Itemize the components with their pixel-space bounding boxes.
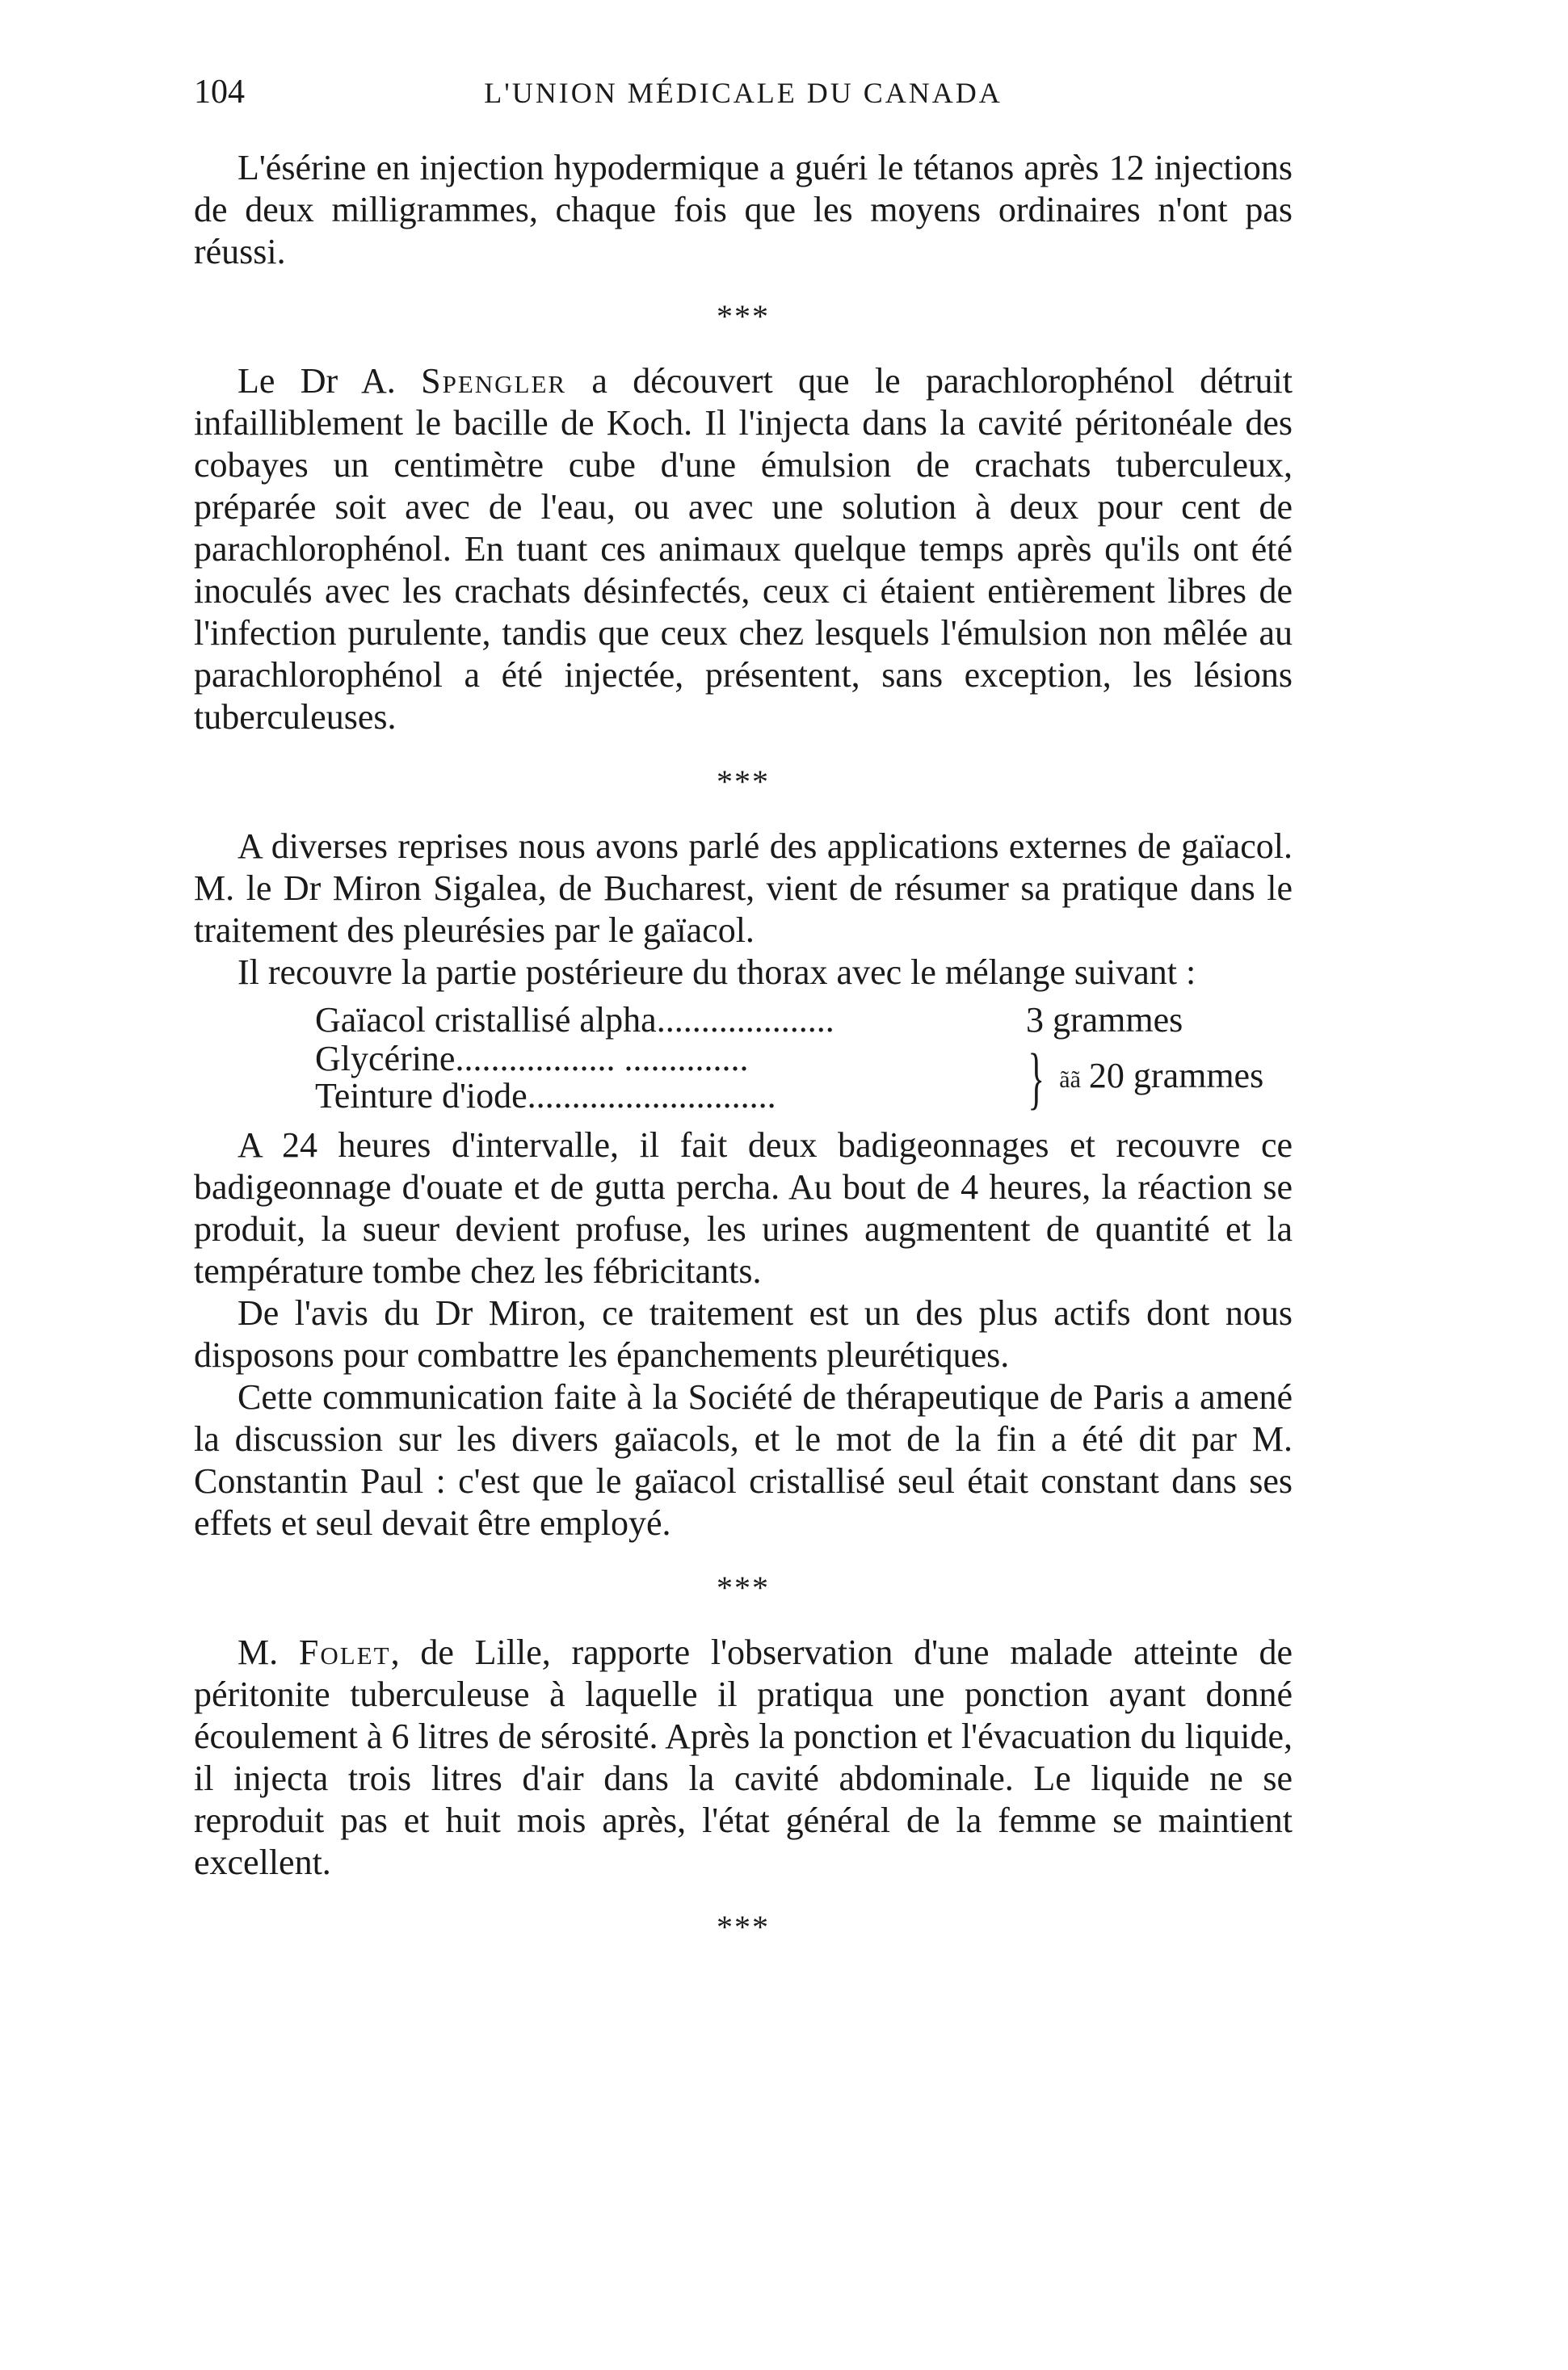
formula-line	[315, 1002, 1284, 1039]
paragraph-gaiacol-treatment: A 24 heures d'intervalle, il fait deux badigeonnages et recouvre ce badigeonnage d'ouate et de gutta percha. Au bout de 4 heures, la réaction se produit, la sueur devient profuse, les urines augmentent de quantité et la température tombe chez les fébricitants.	[194, 1125, 1293, 1291]
paragraph-gaiacol-discussion: Cette communication faite à la Société de thérapeutique de Paris a amené la discussion sur les divers gaïacols, et le mot de la fin a été dit par M. Constantin Paul : c'est que le gaïacol cristallisé seul était constant dans ses effets et seul devait être employé.	[194, 1377, 1293, 1543]
paragraph-folet	[194, 1632, 1293, 1884]
folet-text: , de Lille, rapporte l'observation d'une malade atteinte de péritonite tuberculeuse à laquelle il pratiqua une ponction ayant donné écoulement à 6 litres de sérosité. Après la ponction et l'évacuation du liquide, il injecta trois litres d'air dans la cavité abdominale. Le liquide ne se reproduit pas et huit mois après, l'état général de la femme se maintient excellent.	[194, 1633, 1293, 1882]
folet-lead: M.	[238, 1633, 299, 1672]
page-number: 104	[194, 74, 245, 111]
formula-aa-prefix: ãã	[1059, 1065, 1081, 1093]
formula-group	[315, 1040, 1284, 1115]
paragraph-eserine: L'ésérine en injection hypodermique a guéri le tétanos après 12 injections de deux milligrammes, chaque fois que les moyens ordinaires n'ont pas réussi.	[194, 148, 1293, 271]
prescription-formula	[315, 1002, 1284, 1115]
formula-ingredient: Teinture d'iode............................	[315, 1076, 776, 1116]
paragraph-gaiacol-intro: A diverses reprises nous avons parlé des applications externes de gaïacol. M. le Dr Miron Sigalea, de Bucharest, vient de résumer sa pratique dans le traitement des pleurésies par le gaïacol.	[194, 826, 1293, 950]
paragraph-gaiacol-opinion: De l'avis du Dr Miron, ce traitement est un des plus actifs dont nous disposons pour combattre les épanchements pleurétiques.	[194, 1293, 1293, 1375]
section-separator: ***	[717, 1909, 770, 1945]
running-title: L'UNION MÉDICALE DU CANADA	[484, 77, 1003, 109]
formula-group-names	[315, 1040, 1016, 1115]
formula-group-quantity	[1059, 1057, 1263, 1099]
formula-quantity: 3 grammes	[1026, 1000, 1183, 1040]
page-header	[194, 65, 1293, 129]
section-separator: ***	[717, 1569, 770, 1606]
spengler-text: a découvert que le parachlorophénol détruit infailliblement le bacille de Koch. Il l'injecta dans la cavité péritonéale des cobayes un centimètre cube d'une émulsion de crachats tuberculeux, préparée soit avec de l'eau, ou avec une solution à deux pour cent de parachlorophénol. En tuant ces animaux quelque temps après qu'ils ont été inoculés avec les crachats désinfectés, ceux ci étaient entièrement libres de l'infection purulente, tandis que ceux chez lesquels l'émulsion non mêlée au parachlorophénol a été injectée, présentent, sans exception, les lésions tuberculeuses.	[194, 361, 1293, 737]
author-name-folet: Folet	[298, 1633, 391, 1672]
paragraph-spengler	[194, 360, 1293, 738]
section-separator: ***	[717, 298, 770, 334]
brace-glyph: }	[1028, 1039, 1045, 1116]
author-name-spengler: Spengler	[421, 361, 567, 401]
section-separator: ***	[717, 763, 770, 800]
spengler-lead: Le Dr A.	[238, 361, 422, 401]
document-page	[194, 65, 1293, 2302]
formula-quantity: 20 grammes	[1088, 1055, 1264, 1095]
formula-ingredient: Glycérine.................. ..............	[315, 1039, 749, 1078]
formula-ingredient: Gaïacol cristallisé alpha....................	[315, 1000, 834, 1040]
paragraph-gaiacol-intro2: Il recouvre la partie postérieure du thorax avec le mélange suivant :	[238, 952, 1196, 992]
